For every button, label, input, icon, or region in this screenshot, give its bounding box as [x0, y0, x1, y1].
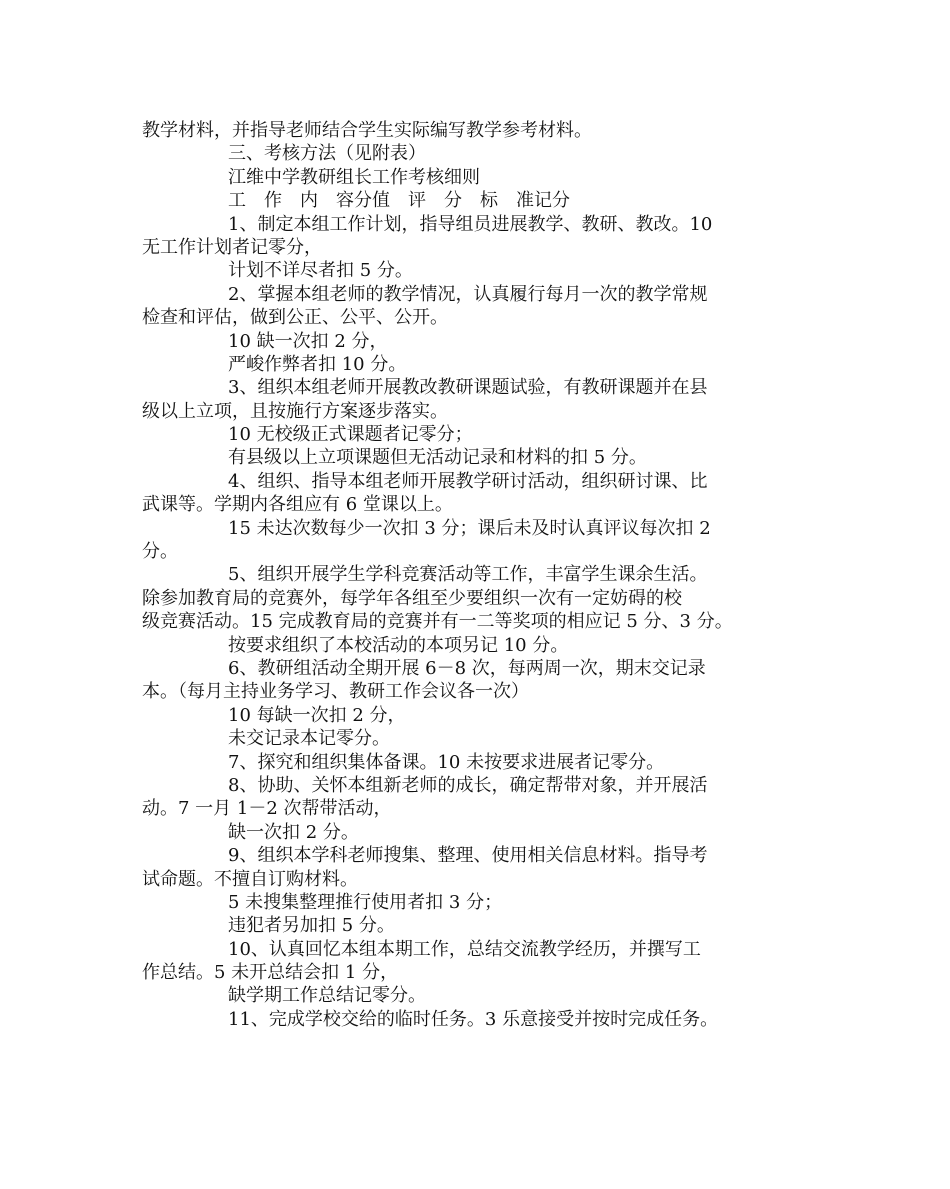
- text-line: 3、组织本组老师开展教改教研课题试验，有教研课题并在县: [228, 377, 708, 399]
- text-line: 无工作计划者记零分，: [142, 236, 322, 258]
- text-line: 动。7 一月 1－2 次帮带活动，: [142, 798, 392, 820]
- text-line: 按要求组织了本校活动的本项另记 10 分。: [228, 634, 569, 656]
- text-line: 7、探究和组织集体备课。10 未按要求进展者记零分。: [228, 751, 665, 773]
- text-line: 11、完成学校交给的临时任务。3 乐意接受并按时完成任务。: [228, 1008, 719, 1030]
- text-line: 本。（每月主持业务学习、教研工作会议各一次）: [142, 681, 529, 703]
- text-line: 6、教研组活动全期开展 6－8 次，每两周一次，期末交记录: [228, 657, 706, 679]
- text-line: 10、认真回忆本组本期工作，总结交流教学经历，并撰写工: [228, 938, 701, 960]
- text-line: 10 缺一次扣 2 分，: [228, 330, 388, 352]
- text-line: 武课等。学期内各组应有 6 堂课以上。: [142, 494, 453, 516]
- text-line: 缺一次扣 2 分。: [228, 821, 359, 843]
- text-line: 检查和评估，做到公正、公平、公开。: [142, 307, 448, 329]
- text-line: 分。: [142, 541, 178, 563]
- text-line: 10 无校级正式课题者记零分；: [228, 424, 473, 446]
- text-line: 教学材料，并指导老师结合学生实际编写教学参考材料。: [142, 120, 592, 141]
- text-line: 未交记录本记零分。: [228, 728, 390, 750]
- text-line: 8、协助、关怀本组新老师的成长，确定帮带对象，并开展活: [228, 774, 708, 796]
- text-line: 5、组织开展学生学科竞赛活动等工作，丰富学生课余生活。: [228, 564, 708, 586]
- text-line: 级以上立项，且按施行方案逐步落实。: [142, 400, 448, 422]
- text-line: 计划不详尽者扣 5 分。: [228, 260, 413, 282]
- text-line: 2、掌握本组老师的教学情况，认真履行每月一次的教学常规: [228, 283, 708, 305]
- text-line: 有县级以上立项课题但无活动记录和材料的扣 5 分。: [228, 447, 647, 469]
- text-line: 三、考核方法（见附表）: [228, 143, 426, 165]
- text-line: 缺学期工作总结记零分。: [228, 985, 426, 1007]
- text-line: 严峻作弊者扣 10 分。: [228, 353, 407, 375]
- document-body: [142, 119, 842, 1031]
- text-line: 作总结。5 未开总结会扣 1 分，: [142, 962, 399, 984]
- text-line: 工 作 内 容分值 评 分 标 准记分: [228, 190, 570, 212]
- text-line: 9、组织本学科老师搜集、整理、使用相关信息材料。指导考: [228, 845, 708, 867]
- text-line: 1、制定本组工作计划，指导组员进展教学、教研、教改。10: [228, 213, 713, 235]
- text-line: 级竞赛活动。15 完成教育局的竞赛并有一二等奖项的相应记 5 分、3 分。: [142, 611, 733, 633]
- text-line: 15 未达次数每少一次扣 3 分；课后未及时认真评议每次扣 2: [228, 517, 711, 539]
- text-line: 10 每缺一次扣 2 分，: [228, 704, 406, 726]
- text-line: 江维中学教研组长工作考核细则: [228, 166, 480, 188]
- text-line: 违犯者另加扣 5 分。: [228, 915, 395, 937]
- text-line: 除参加教育局的竞赛外，每学年各组至少要组织一次有一定妨碍的校: [142, 587, 682, 609]
- text-line: 5 未搜集整理推行使用者扣 3 分；: [228, 891, 503, 913]
- text-line: 4、组织、指导本组老师开展教学研讨活动，组织研讨课、比: [228, 470, 708, 492]
- text-line: 试命题。不擅自订购材料。: [142, 868, 358, 890]
